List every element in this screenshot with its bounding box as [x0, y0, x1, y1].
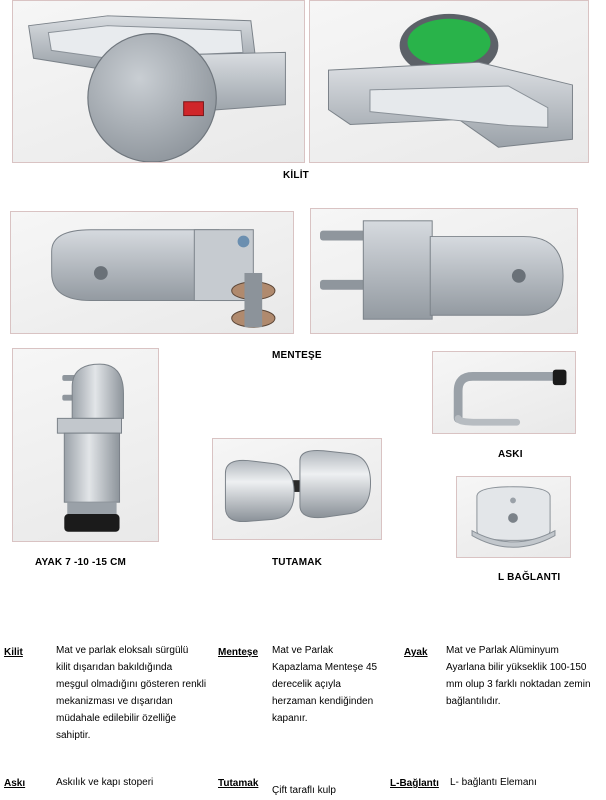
desc-line: Mat ve parlak eloksalı sürgülü — [56, 645, 189, 656]
hinge-photo-right — [310, 208, 578, 334]
desc-line: Mat ve Parlak Alüminyum — [446, 645, 559, 656]
desc-line: mm olup 3 farklı noktadan zemin — [446, 679, 591, 690]
l-bracket-illustration — [457, 477, 570, 557]
hook-illustration — [433, 352, 575, 433]
desc-line: Çift taraflı kulp — [272, 785, 336, 796]
desc-line: meşgul olmadığını gösteren renkli — [56, 679, 207, 690]
desc-ayak — [446, 642, 606, 710]
desc-line: L- bağlantı Elemanı — [450, 777, 537, 788]
handle-illustration — [213, 439, 381, 539]
caption-mentese: MENTEŞE — [272, 350, 322, 361]
hinge-photo-left — [10, 211, 294, 334]
term-ayak: Ayak — [404, 647, 428, 658]
hinge-right-illustration — [311, 209, 577, 333]
lock-photo-back — [309, 0, 589, 163]
handle-photo — [212, 438, 382, 540]
lock-front-illustration — [13, 1, 304, 162]
desc-line: kilit dışarıdan bakıldığında — [56, 662, 173, 673]
desc-line: Ayarlana bilir yükseklik 100-150 — [446, 662, 587, 673]
desc-line: sahiptir. — [56, 730, 91, 741]
desc-line: Mat ve Parlak — [272, 645, 334, 656]
foot-illustration — [13, 349, 158, 541]
desc-line: bağlantılıdır. — [446, 696, 501, 707]
term-kilit: Kilit — [4, 647, 23, 658]
caption-ayak: AYAK 7 -10 -15 CM — [35, 557, 127, 568]
desc-l-baglanti — [450, 774, 600, 791]
term-mentese: Menteşe — [218, 647, 259, 658]
desc-line: Askılık ve kapı stoperi — [56, 777, 154, 788]
hinge-left-illustration — [11, 212, 293, 333]
desc-line: mekanizması ve dışarıdan — [56, 696, 173, 707]
desc-line: müdahale edilebilir özelliğe — [56, 713, 177, 724]
hook-photo — [432, 351, 576, 434]
desc-tutamak — [272, 782, 392, 799]
caption-aski: ASKI — [498, 449, 523, 460]
desc-line: herzaman kendiğinden — [272, 696, 374, 707]
l-bracket-photo — [456, 476, 571, 558]
caption-l-baglanti: L BAĞLANTI — [498, 572, 561, 583]
caption-tutamak: TUTAMAK — [272, 557, 323, 568]
term-tutamak: Tutamak — [218, 778, 259, 789]
desc-line: kapanır. — [272, 713, 308, 724]
lock-photo-front — [12, 0, 305, 163]
term-aski: Askı — [4, 778, 26, 789]
desc-mentese — [272, 642, 397, 727]
desc-aski — [56, 774, 216, 791]
desc-kilit — [56, 642, 221, 744]
foot-photo — [12, 348, 159, 542]
desc-line: Kapazlama Menteşe 45 — [272, 662, 378, 673]
desc-line: derecelik açıyla — [272, 679, 341, 690]
caption-kilit: KİLİT — [283, 170, 309, 181]
term-l-baglanti: L-Bağlantı — [390, 778, 439, 789]
lock-back-illustration — [310, 1, 588, 162]
